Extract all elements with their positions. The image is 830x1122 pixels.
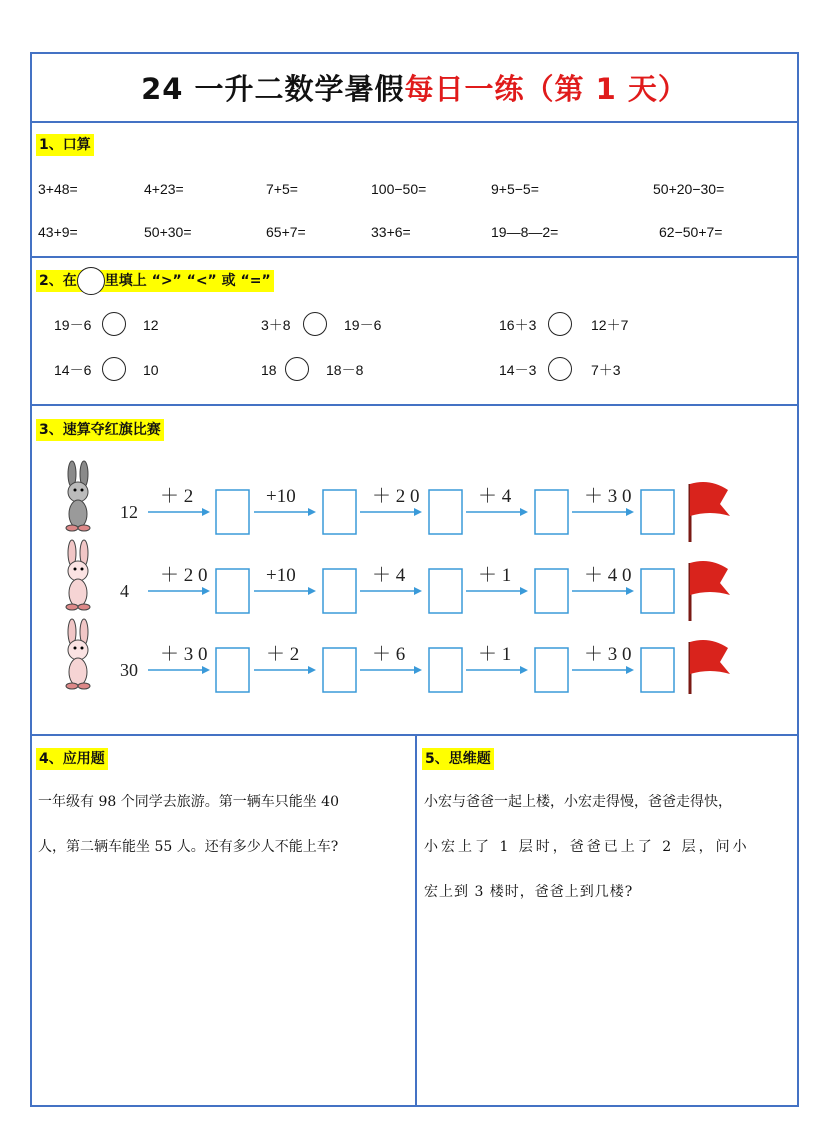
answer-box[interactable]: [641, 569, 674, 613]
arrow-head: [308, 587, 316, 595]
start-number: 4: [120, 581, 129, 601]
answer-box[interactable]: [323, 648, 356, 692]
circle-icon: [77, 267, 105, 295]
answer-box[interactable]: [429, 569, 462, 613]
answer-box[interactable]: [216, 490, 249, 534]
compare-right: 12: [143, 317, 159, 333]
operator-label: ＋ 2: [160, 486, 194, 507]
oral-calc-item: 65+7=: [266, 224, 306, 240]
operator-label: ＋ 2 0: [160, 565, 208, 586]
compare-left: 14－3: [499, 362, 537, 378]
compare-left: 14－6: [54, 362, 92, 378]
section2-label-post: 里填上 “>” “<” 或 “=”: [104, 273, 271, 289]
compare-left: 19－6: [54, 317, 92, 333]
operator-label: ＋ 2: [266, 644, 300, 665]
answer-box[interactable]: [641, 648, 674, 692]
answer-box[interactable]: [429, 648, 462, 692]
answer-box[interactable]: [535, 648, 568, 692]
title-main: 24 一升二数学暑假: [141, 72, 405, 106]
flag-race-diagram: [32, 454, 797, 694]
oral-calc-item: 19—8—2=: [491, 224, 559, 240]
compare-circle[interactable]: [548, 312, 572, 336]
answer-box[interactable]: [216, 569, 249, 613]
compare-right: 7＋3: [591, 362, 621, 378]
arrow-head: [520, 666, 528, 674]
text-line: 一年级有 98 个同学去旅游。第一辆车只能坐 40: [38, 794, 339, 810]
arrow-head: [414, 508, 422, 516]
oral-calc-item: 62−50+7=: [659, 224, 723, 240]
oral-calc-item: 7+5=: [266, 181, 298, 197]
red-flag-icon: [690, 561, 730, 621]
section2-label: [36, 270, 274, 292]
compare-left: 3＋8: [261, 317, 291, 333]
arrow-head: [626, 587, 634, 595]
operator-label: ＋ 3 0: [160, 644, 208, 665]
answer-box[interactable]: [323, 569, 356, 613]
arrow-head: [520, 587, 528, 595]
operator-label: ＋ 3 0: [584, 486, 632, 507]
answer-box[interactable]: [216, 648, 249, 692]
worksheet: [30, 52, 799, 1107]
operator-label: ＋ 4: [478, 486, 512, 507]
arrow-head: [202, 587, 210, 595]
oral-calc-item: 50+20−30=: [653, 181, 725, 197]
start-number: 12: [120, 502, 138, 522]
title-highlight: 每日一练（第 1 天）: [404, 72, 688, 106]
operator-label: ＋ 2 0: [372, 486, 420, 507]
answer-box[interactable]: [641, 490, 674, 534]
arrow-head: [308, 666, 316, 674]
oral-calc-item: 33+6=: [371, 224, 411, 240]
answer-box[interactable]: [323, 490, 356, 534]
operator-label: ＋ 3 0: [584, 644, 632, 665]
logic-problem-text: [424, 780, 796, 915]
compare-circle[interactable]: [285, 357, 309, 381]
oral-calc-item: 3+48=: [38, 181, 78, 197]
divider: [32, 256, 797, 258]
compare-right: 10: [143, 362, 159, 378]
arrow-head: [202, 508, 210, 516]
oral-calc-item: 100−50=: [371, 181, 427, 197]
answer-box[interactable]: [535, 569, 568, 613]
section3-label: 3、速算夺红旗比赛: [36, 419, 164, 441]
arrow-head: [520, 508, 528, 516]
divider: [32, 404, 797, 406]
oral-calc-item: 50+30=: [144, 224, 192, 240]
oral-calc-item: 9+5−5=: [491, 181, 539, 197]
answer-box[interactable]: [535, 490, 568, 534]
text-line: 人，第二辆车能坐 55 人。还有多少人不能上车?: [38, 839, 339, 855]
operator-label: ＋ 4 0: [584, 565, 632, 586]
arrow-head: [414, 666, 422, 674]
answer-box[interactable]: [429, 490, 462, 534]
operator-label: ＋ 1: [478, 644, 512, 665]
operator-label: +10: [266, 486, 296, 507]
compare-left: 18: [261, 362, 277, 378]
column-divider: [415, 734, 417, 1107]
red-flag-icon: [690, 482, 730, 542]
operator-label: +10: [266, 565, 296, 586]
compare-circle[interactable]: [102, 357, 126, 381]
compare-circle[interactable]: [303, 312, 327, 336]
arrow-head: [414, 587, 422, 595]
section5-label: 5、思维题: [422, 748, 494, 770]
page-title: [32, 64, 797, 114]
operator-label: ＋ 4: [372, 565, 406, 586]
divider: [32, 121, 797, 123]
text-line: 小宏与爸爸一起上楼，小宏走得慢，爸爸走得快，: [424, 794, 732, 810]
compare-right: 12＋7: [591, 317, 629, 333]
compare-left: 16＋3: [499, 317, 537, 333]
oral-calc-item: 43+9=: [38, 224, 78, 240]
start-number: 30: [120, 660, 138, 680]
operator-label: ＋ 1: [478, 565, 512, 586]
text-line: 宏上到 3 楼时，爸爸上到几楼?: [424, 884, 634, 900]
compare-right: 19－6: [344, 317, 382, 333]
compare-right: 18－8: [326, 362, 364, 378]
oral-calc-item: 4+23=: [144, 181, 184, 197]
compare-circle[interactable]: [102, 312, 126, 336]
rabbit-icon: [66, 619, 90, 689]
arrow-head: [308, 508, 316, 516]
word-problem-text: [38, 780, 410, 870]
text-line: 小宏上了 1 层时，爸爸已上了 2 层，问小: [424, 839, 750, 855]
section4-label: 4、应用题: [36, 748, 108, 770]
section2-label-pre: 2、在: [39, 273, 77, 289]
rabbit-icon: [66, 461, 90, 531]
compare-circle[interactable]: [548, 357, 572, 381]
operator-label: ＋ 6: [372, 644, 406, 665]
arrow-head: [626, 666, 634, 674]
arrow-head: [202, 666, 210, 674]
rabbit-icon: [66, 540, 90, 610]
red-flag-icon: [690, 640, 730, 694]
section1-label: 1、口算: [36, 134, 94, 156]
arrow-head: [626, 508, 634, 516]
